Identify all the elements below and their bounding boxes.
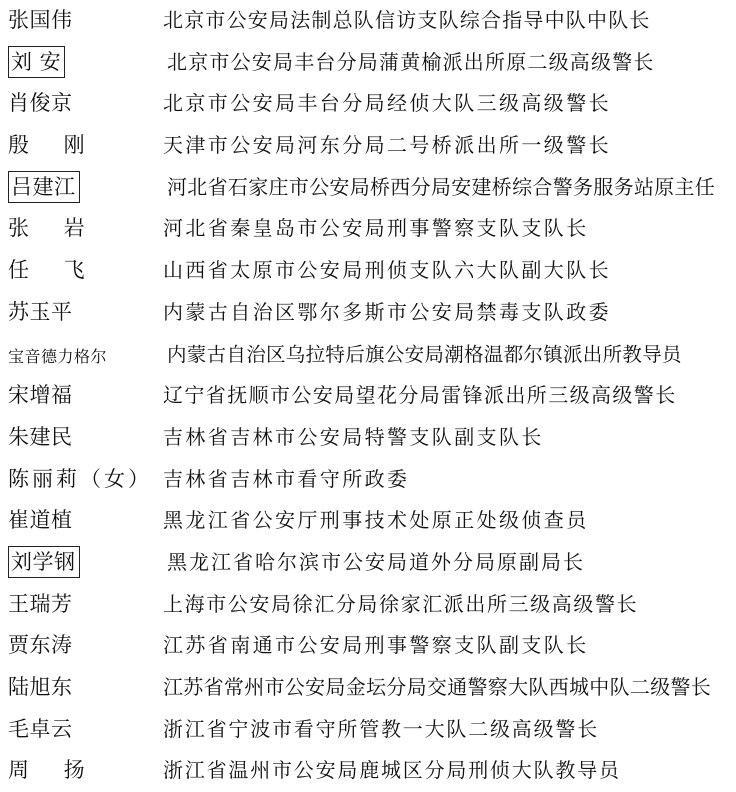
person-name: 任 飞 [8,258,99,283]
name-box: 吕建江 [8,171,80,203]
person-name: 肖俊京 [8,91,73,116]
person-title: 浙江省宁波市看守所管教一大队二级高级警长 [163,716,599,741]
person-name-boxed [8,167,80,209]
person-name: 王瑞芳 [8,591,73,616]
person-title: 黑龙江省哈尔滨市公安局道外分局原副局长 [167,549,585,574]
list-item [0,125,736,167]
person-name-boxed [8,542,80,584]
person-title: 吉林省吉林市看守所政委 [163,466,410,491]
name-box: 刘学钢 [8,546,80,578]
person-title: 北京市公安局丰台分局蒲黄榆派出所原二级高级警长 [167,49,655,74]
person-name: 殷 刚 [8,133,99,158]
person-title: 上海市公安局徐汇分局徐家汇派出所三级高级警长 [163,591,639,616]
list-item [0,334,736,376]
person-name: 陆旭东 [8,675,73,699]
person-name-boxed [8,42,65,84]
list-item [0,500,736,542]
person-name: 朱建民 [8,424,73,449]
person-title: 黑龙江省公安厅刑事技术处原正处级侦查员 [163,508,589,533]
person-name: 宋增福 [8,383,73,408]
person-title: 浙江省温州市公安局鹿城区分局刑侦大队教导员 [163,758,621,783]
person-name: 宝音德力格尔 [8,346,108,366]
person-name: 周 扬 [8,758,99,783]
person-title: 吉林省吉林市公安局特警支队副支队长 [163,424,544,449]
list-item [0,709,736,751]
person-title: 河北省石家庄市公安局桥西分局安建桥综合警务服务站原主任 [167,174,716,199]
person-title: 辽宁省抚顺市公安局望花分局雷锋派出所三级高级警长 [163,383,677,408]
list-item [0,250,736,292]
list-item [0,42,736,84]
person-title: 河北省秦皇岛市公安局刑事警察支队支队长 [163,216,589,241]
person-title: 天津市公安局河东分局二号桥派出所一级警长 [163,133,611,158]
person-name: 崔道植 [8,508,73,533]
list-item [0,167,736,209]
person-title: 江苏省南通市公安局刑事警察支队副支队长 [163,633,589,658]
person-title: 北京市公安局法制总队信访支队综合指导中队中队长 [163,8,651,32]
list-item [0,625,736,667]
list-item [0,0,736,42]
list-item [0,542,736,584]
person-title: 江苏省常州市公安局金坛分局交通警察大队西城中队二级警长 [163,675,712,699]
list-item [0,375,736,417]
list-item [0,417,736,459]
person-title: 内蒙古自治区鄂尔多斯市公安局禁毒支队政委 [163,299,611,324]
person-name: 张 岩 [8,216,99,241]
person-name: 陈丽莉（女） [8,466,152,491]
list-item [0,584,736,626]
person-title: 山西省太原市公安局刑侦支队六大队副大队长 [163,258,611,283]
list-item [0,83,736,125]
person-name: 张国伟 [8,8,73,32]
person-title: 内蒙古自治区乌拉特后旗公安局潮格温都尔镇派出所教导员 [167,342,682,366]
person-name: 毛卓云 [8,716,73,741]
list-item [0,208,736,250]
list-item [0,750,736,792]
person-name: 贾东涛 [8,633,73,658]
person-name: 苏玉平 [8,299,73,324]
name-box: 刘 安 [8,46,65,78]
list-item [0,459,736,501]
list-item [0,292,736,334]
person-title: 北京市公安局丰台分局经侦大队三级高级警长 [163,91,611,116]
list-item [0,667,736,709]
